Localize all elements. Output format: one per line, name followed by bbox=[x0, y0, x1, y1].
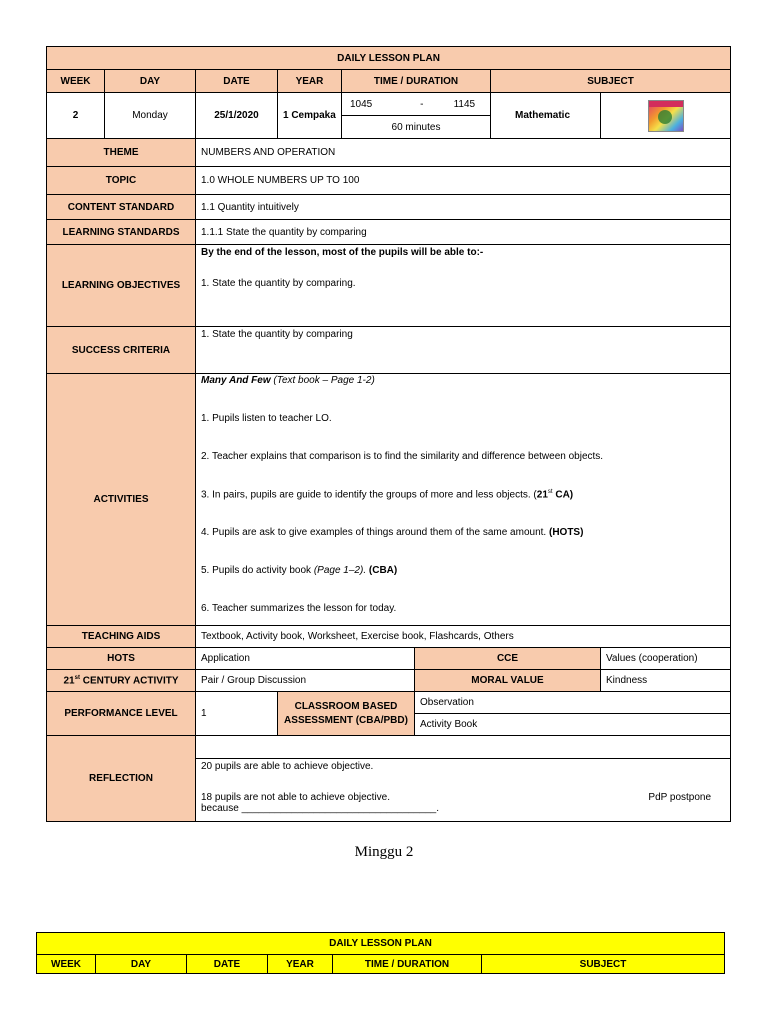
century-label-pre: 21 bbox=[63, 675, 75, 687]
activity-5-ref: (Page 1–2). bbox=[313, 565, 367, 577]
teaching-aids-label: TEACHING AIDS bbox=[47, 626, 196, 648]
day-value: Monday bbox=[105, 93, 196, 139]
activity-3-text: 3. In pairs, pupils are guide to identify the groups of more and less objects. bbox=[201, 489, 531, 501]
plan2-header-week: WEEK bbox=[37, 955, 96, 974]
century-label-post: CENTURY ACTIVITY bbox=[79, 675, 179, 687]
activity-4 bbox=[201, 527, 725, 538]
activities-heading bbox=[201, 375, 725, 386]
reflection-achieved: 20 pupils are able to achieve objective. bbox=[201, 761, 374, 772]
theme-label: THEME bbox=[47, 139, 196, 167]
activity-4-text: 4. Pupils are ask to give examples of things around them of the same amount. bbox=[201, 527, 547, 539]
activity-3-tag: 21 bbox=[536, 489, 548, 501]
century-label-sup: st bbox=[74, 674, 80, 681]
reflection-postpone: PdP postpone bbox=[648, 792, 712, 803]
year-value: 1 Cempaka bbox=[278, 93, 342, 139]
header-time: TIME / DURATION bbox=[342, 70, 491, 93]
header-week: WEEK bbox=[47, 70, 105, 93]
cba-label: CLASSROOM BASED ASSESSMENT (CBA/PBD) bbox=[278, 692, 415, 736]
header-subject: SUBJECT bbox=[491, 70, 731, 93]
objectives-item: 1. State the quantity by comparing. bbox=[201, 278, 356, 289]
learning-standards-label: LEARNING STANDARDS bbox=[47, 220, 196, 245]
learning-standards-value: 1.1.1 State the quantity by comparing bbox=[196, 220, 731, 245]
activity-4-tag: (HOTS) bbox=[548, 527, 584, 539]
daily-lesson-plan-table-2 bbox=[36, 932, 725, 974]
hots-value: Application bbox=[196, 648, 415, 670]
performance-level-label: PERFORMANCE LEVEL bbox=[47, 692, 196, 736]
teaching-aids-value: Textbook, Activity book, Worksheet, Exercise book, Flashcards, Others bbox=[196, 626, 731, 648]
plan2-header-day: DAY bbox=[96, 955, 187, 974]
plan2-header-time: TIME / DURATION bbox=[333, 955, 482, 974]
plan2-title: DAILY LESSON PLAN bbox=[37, 933, 725, 955]
hots-label: HOTS bbox=[47, 648, 196, 670]
activity-3-tag-sup: st bbox=[547, 489, 553, 495]
activities-cell bbox=[196, 374, 731, 626]
time-separator: - bbox=[420, 98, 424, 110]
activity-3 bbox=[201, 489, 725, 500]
century-activity-value: Pair / Group Discussion bbox=[196, 670, 415, 692]
date-value: 25/1/2020 bbox=[196, 93, 278, 139]
success-criteria-label: SUCCESS CRITERIA bbox=[47, 327, 196, 374]
topic-value: 1.0 WHOLE NUMBERS UP TO 100 bbox=[196, 167, 731, 195]
objectives-cell bbox=[196, 245, 731, 327]
theme-value: NUMBERS AND OPERATION bbox=[196, 139, 731, 167]
textbook-cover-image bbox=[648, 100, 684, 132]
time-end: 1145 bbox=[453, 98, 476, 110]
page-caption: Minggu 2 bbox=[354, 844, 414, 860]
activities-label: ACTIVITIES bbox=[47, 374, 196, 626]
content-standard-label: CONTENT STANDARD bbox=[47, 195, 196, 220]
plan2-header-date: DATE bbox=[187, 955, 268, 974]
activities-heading-ref: (Text book – Page 1-2) bbox=[273, 375, 375, 386]
header-day: DAY bbox=[105, 70, 196, 93]
plan2-header-year: YEAR bbox=[268, 955, 333, 974]
topic-label: TOPIC bbox=[47, 167, 196, 195]
plan-title: DAILY LESSON PLAN bbox=[47, 47, 731, 70]
activities-heading-title: Many And Few bbox=[201, 375, 271, 386]
reflection-blank-row bbox=[196, 736, 731, 759]
activity-3-tag-open: ( bbox=[533, 489, 537, 501]
plan2-header-subject: SUBJECT bbox=[482, 955, 725, 974]
century-activity-label bbox=[47, 670, 196, 692]
success-criteria-value: 1. State the quantity by comparing bbox=[196, 327, 731, 374]
activity-5-tag: (CBA) bbox=[368, 565, 398, 577]
activity-5 bbox=[201, 565, 725, 576]
performance-level-value: 1 bbox=[196, 692, 278, 736]
activity-2: 2. Teacher explains that comparison is to find the similarity and difference between objects. bbox=[201, 451, 604, 462]
cba-observation: Observation bbox=[415, 692, 731, 714]
reflection-label: REFLECTION bbox=[47, 736, 196, 822]
cba-activity-book: Activity Book bbox=[415, 714, 731, 736]
content-standard-value: 1.1 Quantity intuitively bbox=[196, 195, 731, 220]
duration-value: 60 minutes bbox=[342, 116, 491, 139]
objectives-label: LEARNING OBJECTIVES bbox=[47, 245, 196, 327]
moral-value-value: Kindness bbox=[601, 670, 731, 692]
week-value: 2 bbox=[47, 93, 105, 139]
reflection-cell bbox=[196, 759, 731, 822]
time-start: 1045 bbox=[350, 98, 373, 110]
header-date: DATE bbox=[196, 70, 278, 93]
cce-label: CCE bbox=[415, 648, 601, 670]
reflection-not-achieved-line bbox=[201, 792, 725, 803]
objectives-intro: By the end of the lesson, most of the pupils will be able to:- bbox=[201, 247, 484, 258]
subject-book-cover bbox=[601, 93, 731, 139]
time-range bbox=[342, 93, 491, 116]
activity-6: 6. Teacher summarizes the lesson for today. bbox=[201, 603, 397, 615]
daily-lesson-plan-table bbox=[46, 46, 731, 822]
cce-value: Values (cooperation) bbox=[601, 648, 731, 670]
activity-5-text: 5. Pupils do activity book bbox=[201, 565, 312, 577]
activity-1: 1. Pupils listen to teacher LO. bbox=[201, 413, 332, 424]
header-year: YEAR bbox=[278, 70, 342, 93]
subject-value: Mathematic bbox=[491, 93, 601, 139]
reflection-because: because ___________________________________. bbox=[201, 803, 440, 814]
reflection-not-achieved: 18 pupils are not able to achieve objective. bbox=[201, 792, 391, 803]
activity-3-tag-end: CA) bbox=[552, 489, 574, 501]
moral-value-label: MORAL VALUE bbox=[415, 670, 601, 692]
